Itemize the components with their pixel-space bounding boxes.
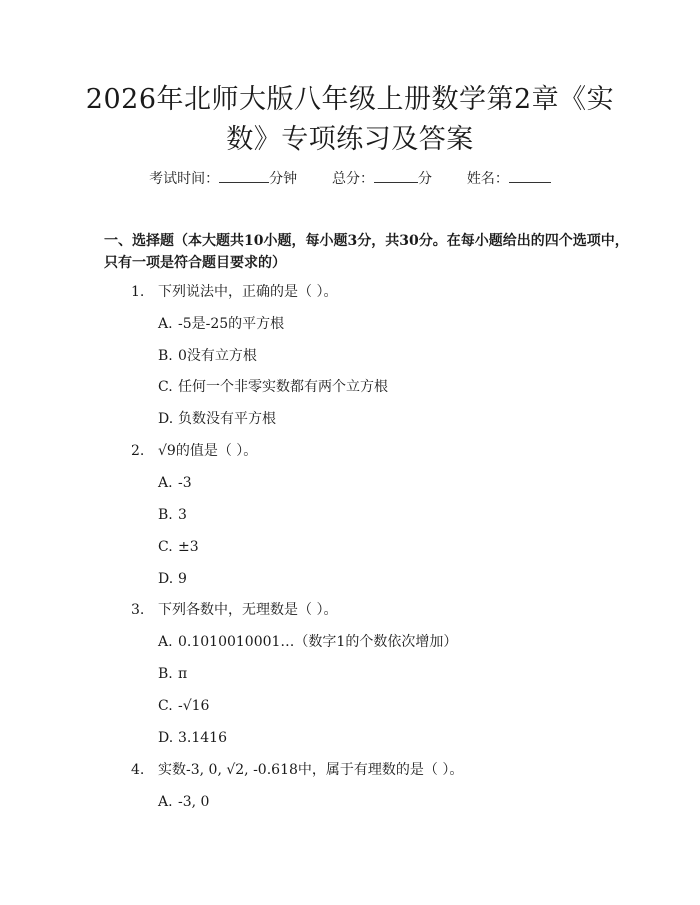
question-3-option-d: [158, 728, 227, 748]
name-blank: [509, 168, 551, 183]
question-number: 1.: [131, 284, 145, 300]
option-label: B.: [158, 348, 173, 364]
question-4-option-a: [158, 792, 209, 812]
question-1: [131, 282, 337, 302]
question-2-option-c: [158, 537, 199, 557]
question-stem: √9的值是（ ）。: [158, 443, 258, 459]
option-text: 3.1416: [178, 730, 227, 746]
option-label: A.: [158, 316, 173, 332]
question-2-option-b: [158, 505, 187, 525]
name-label: 姓名：: [466, 171, 509, 187]
option-label: A.: [158, 634, 173, 650]
option-text: 3: [178, 507, 187, 523]
option-text: -3: [178, 475, 192, 491]
question-stem: 实数-3, 0, √2, -0.618中，属于有理数的是（ ）。: [158, 762, 464, 778]
exam-time-label: 考试时间：: [149, 171, 220, 187]
option-text: -√16: [178, 698, 210, 714]
option-label: D.: [158, 571, 174, 587]
option-label: C.: [158, 539, 173, 555]
document-title: 2026年北师大版八年级上册数学第2章《实数》专项练习及答案: [85, 84, 615, 155]
option-text: 负数没有平方根: [178, 411, 276, 427]
option-text: 0.1010010001…（数字1的个数依次增加）: [178, 634, 458, 650]
section-heading: 一、选择题（本大题共10小题，每小题3分，共30分。在每小题给出的四个选项中，只有一项是符合题目要求的）: [104, 233, 629, 271]
exam-time-blank: [219, 168, 269, 183]
option-text: π: [178, 666, 188, 682]
option-label: D.: [158, 411, 174, 427]
option-text: 9: [178, 571, 187, 587]
option-text: 任何一个非零实数都有两个立方根: [178, 379, 388, 395]
question-4: [131, 760, 463, 780]
option-label: D.: [158, 730, 174, 746]
question-3-option-a: [158, 632, 457, 652]
question-3: [131, 600, 337, 620]
total-score-label: 总分：: [332, 171, 374, 187]
question-2-option-a: [158, 473, 192, 493]
exam-info-line: [0, 168, 700, 189]
question-2: [131, 441, 257, 461]
question-number: 3.: [131, 602, 145, 618]
question-number: 2.: [131, 443, 145, 459]
question-2-option-d: [158, 569, 187, 589]
question-1-option-b: [158, 346, 257, 366]
question-1-option-c: [158, 377, 388, 397]
total-score-unit: 分: [418, 171, 432, 187]
question-3-option-b: [158, 664, 187, 684]
question-3-option-c: [158, 696, 209, 716]
option-label: B.: [158, 507, 173, 523]
question-1-option-a: [158, 314, 284, 334]
option-text: -5是-25的平方根: [178, 316, 285, 332]
option-label: B.: [158, 666, 173, 682]
question-1-option-d: [158, 409, 276, 429]
question-stem: 下列说法中，正确的是（ ）。: [158, 284, 338, 300]
option-label: C.: [158, 698, 173, 714]
total-score-blank: [374, 168, 418, 183]
question-stem: 下列各数中，无理数是（ ）。: [158, 602, 338, 618]
option-text: -3, 0: [178, 794, 210, 810]
option-label: A.: [158, 794, 173, 810]
option-label: C.: [158, 379, 173, 395]
option-label: A.: [158, 475, 173, 491]
exam-time-unit: 分钟: [269, 171, 298, 187]
option-text: 0没有立方根: [178, 348, 257, 364]
question-number: 4.: [131, 762, 145, 778]
option-text: ±3: [178, 539, 199, 555]
